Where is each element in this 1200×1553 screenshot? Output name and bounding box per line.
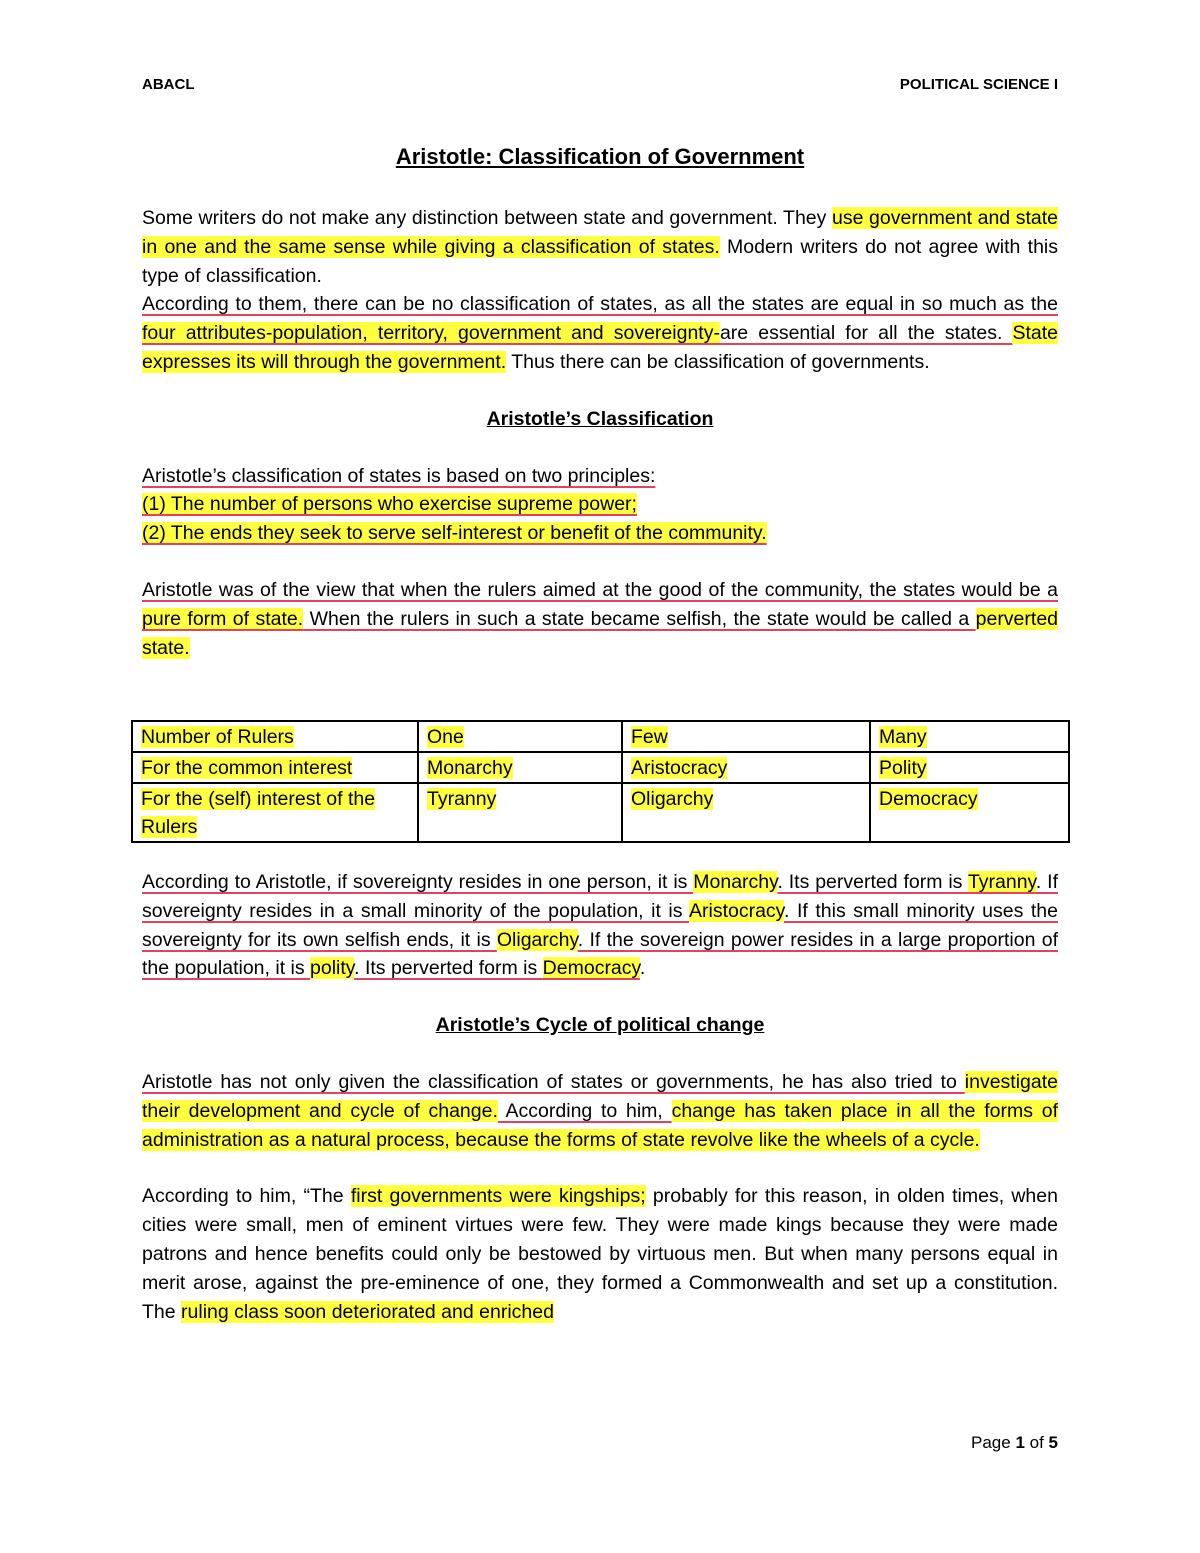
table-row	[132, 721, 1069, 752]
table-cell	[622, 721, 870, 752]
table-cell	[622, 752, 870, 783]
highlight: use government and state in one and the same sense while giving a classification of states.	[142, 207, 1058, 258]
cell-text: For the common interest	[141, 757, 353, 779]
principles-lead: Aristotle’s classification of states is based on two principles:	[142, 464, 656, 487]
page-total: 5	[1048, 1433, 1058, 1452]
text-run: Aristotle was of the view that when the rulers aimed at the good of the community, the states would be a	[142, 578, 1058, 601]
intro-paragraph-2	[142, 290, 1058, 376]
cell-text: For the (self) interest of the Rulers	[141, 788, 376, 838]
highlight: investigate their development and cycle of change.	[142, 1070, 1058, 1122]
text-run: When the rulers in such a state became selfish, the state would be called a	[303, 607, 976, 630]
highlight: State expresses its will through the government.	[142, 322, 1058, 373]
highlight: (2) The ends they seek to serve self-interest or benefit of the community.	[142, 522, 767, 545]
text-run: Modern writers do not agree with this type of classification.	[142, 235, 1058, 287]
table-row	[132, 752, 1069, 783]
classification-table	[131, 720, 1070, 843]
text-run: . Its perverted form is	[777, 871, 968, 893]
section-heading-classification: Aristotle’s Classification	[486, 407, 714, 430]
cell-text: Oligarchy	[631, 788, 714, 810]
cell-text: Aristocracy	[631, 757, 728, 779]
table-cell	[132, 721, 418, 752]
forms-paragraph	[142, 868, 1058, 983]
text-run: . If this small minority uses the sovereignty for its own selfish ends, it is	[142, 899, 1058, 951]
highlight: first governments were kingships;	[350, 1185, 646, 1208]
table-cell	[418, 752, 622, 783]
text-run: are essential for all the states.	[719, 322, 1013, 345]
page-current: 1	[1015, 1433, 1025, 1452]
text-run: Aristotle has not only given the classification of states or governments, he has also tried to	[142, 1070, 965, 1093]
text-run: According to Aristotle, if sovereignty resides in one person, it is	[142, 871, 694, 893]
highlight: perverted state.	[142, 607, 1059, 659]
principle-1	[142, 490, 1058, 519]
highlight: Democracy	[542, 957, 640, 980]
cell-text: Monarchy	[427, 757, 513, 779]
highlight: four attributes-population, territory, government and sovereignty-	[142, 322, 720, 345]
highlight: polity	[310, 957, 355, 980]
highlight: Oligarchy	[496, 928, 578, 951]
highlight: Aristocracy	[689, 899, 784, 922]
table-cell	[870, 783, 1069, 842]
cell-text: Few	[631, 726, 668, 748]
highlight: (1) The number of persons who exercise supreme power;	[142, 493, 637, 516]
document-body	[142, 140, 1058, 662]
text-run: According to him,	[497, 1099, 672, 1122]
intro-paragraph-1	[142, 204, 1058, 290]
highlight: ruling class soon deteriorated and enriched	[181, 1300, 554, 1323]
cell-text: Polity	[879, 757, 927, 779]
document-body-continued	[142, 868, 1058, 1326]
cell-text: Many	[879, 726, 927, 748]
text-run: . If sovereignty resides in a small minority of the population, it is	[142, 871, 1058, 922]
text-run: According to them, there can be no classification of states, as all the states are equal in so much as the	[142, 293, 1058, 316]
cycle-paragraph-1	[142, 1068, 1058, 1154]
table-cell	[870, 721, 1069, 752]
text-run: According to him, “The	[142, 1185, 351, 1208]
text-run: .	[639, 957, 646, 980]
cycle-paragraph-2	[142, 1182, 1058, 1326]
header-left: ABACL	[142, 76, 195, 93]
page-label: Page	[971, 1433, 1016, 1452]
cell-text: One	[427, 726, 464, 748]
table-row	[132, 783, 1069, 842]
text-run: Thus there can be classification of governments.	[506, 350, 930, 373]
page-number	[971, 1433, 1058, 1453]
page-of-label: of	[1024, 1433, 1049, 1452]
cell-text: Tyranny	[427, 788, 497, 810]
text-run: Some writers do not make any distinction between state and government. They	[142, 207, 832, 229]
table-cell	[132, 752, 418, 783]
text-run: . Its perverted form is	[354, 957, 543, 980]
pure-perverted-paragraph	[142, 576, 1058, 662]
header-right: POLITICAL SCIENCE I	[899, 76, 1058, 93]
table-cell	[870, 752, 1069, 783]
cell-text: Number of Rulers	[141, 726, 294, 748]
principle-2	[142, 519, 1058, 548]
text-run: probably for this reason, in olden times, when cities were small, men of eminent virtues were few. They were made kings because they were made patrons and hence benefits could only be bestowed by virtuous men. But when many persons equal in merit arose, against the pre-eminence of one, they formed a Commonwealth and set up a constitution. The	[142, 1185, 1058, 1323]
highlight: Monarchy	[693, 871, 778, 893]
table-cell	[418, 721, 622, 752]
section-heading-cycle: Aristotle’s Cycle of political change	[435, 1014, 765, 1037]
table-cell	[622, 783, 870, 842]
document-title: Aristotle: Classification of Government	[395, 144, 805, 169]
table-cell	[418, 783, 622, 842]
cell-text: Democracy	[879, 788, 978, 810]
highlight: pure form of state.	[142, 607, 304, 630]
table-cell	[132, 783, 418, 842]
text-run: . If the sovereign power resides in a large proportion of the population, it is	[142, 928, 1058, 980]
highlight: change has taken place in all the forms of administration as a natural process, because the forms of state revolve like the wheels of a cycle.	[142, 1099, 1058, 1151]
highlight: Tyranny	[967, 871, 1036, 893]
